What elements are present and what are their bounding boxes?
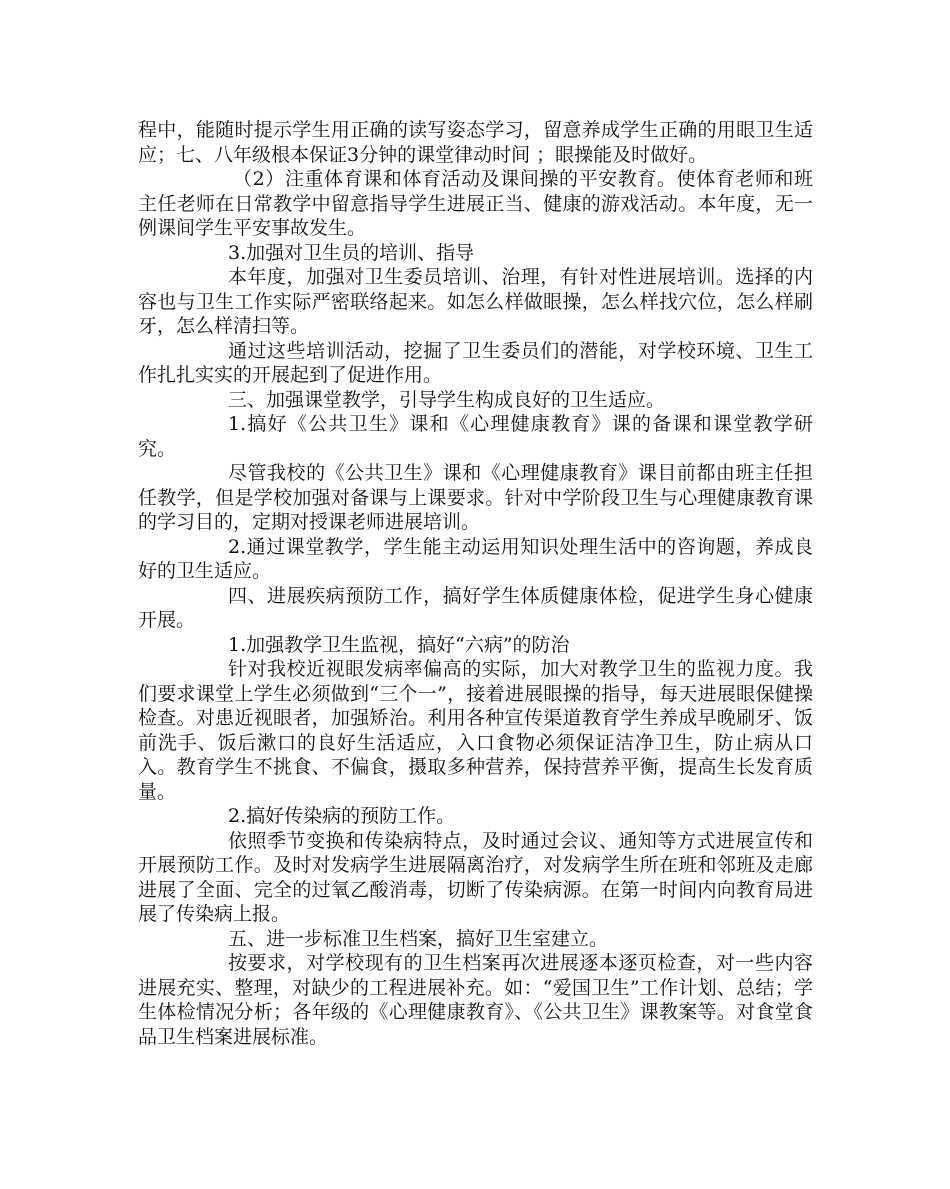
paragraph-9: 2.通过课堂教学，学生能主动运用知识处理生活中的咨询题，养成良好的卫生适应。: [138, 535, 813, 582]
document-body: [138, 118, 813, 1049]
paragraph-13: 2.搞好传染病的预防工作。: [228, 805, 456, 827]
paragraph-3: 3.加强对卫生员的培训、指导: [228, 241, 475, 264]
section-heading-5: 五、进一步标准卫生档案，搞好卫生室建立。: [228, 927, 609, 950]
paragraph-8: 尽管我校的《公共卫生》课和《心理健康教育》课目前都由班主任担任教学，但是学校加强对备课与上课要求。针对中学阶段卫生与心理健康教育课的学习目的，定期对授课老师进展培训。: [138, 462, 813, 533]
paragraph-4: 本年度，加强对卫生委员培训、治理，有针对性进展培训。选择的内容也与卫生工作实际严密联络起来。如怎么样做眼操，怎么样找穴位，怎么样刷牙，怎么样清扫等。: [138, 266, 813, 337]
paragraph-1: 程中，能随时提示学生用正确的读写姿态学习，留意养成学生正确的用眼卫生适应；七、八年级根本保证3分钟的课堂律动时间 ；眼操能及时做好。: [138, 119, 813, 166]
paragraph-11: 1.加强教学卫生监视，搞好“六病”的防治: [228, 633, 570, 656]
paragraph-14: 依照季节变换和传染病特点，及时通过会议、通知等方式进展宣传和开展预防工作。及时对发病学生进展隔离治疗，对发病学生所在班和邻班及走廊进展了全面、完全的过氧乙酸消毒，切断了传染病源。在第一时间内向教育局进展了传染病上报。: [138, 829, 813, 925]
paragraph-12: 针对我校近视眼发病率偏高的实际，加大对教学卫生的监视力度。我们要求课堂上学生必须做到“三个一”，接着进展眼操的指导，每天进展眼保健操检查。对患近视眼者，加强矫治。利用各种宣传渠道教育学生养成早晚刷牙、饭前洗手、饭后漱口的良好生活适应，入口食物必须保证洁净卫生，防止病从口入。教育学生不挑食、不偏食，摄取多种营养，保持营养平衡，提高生长发育质量。: [138, 658, 813, 803]
paragraph-7: 1.搞好《公共卫生》课和《心理健康教育》课的备课和课堂教学研究。: [138, 413, 813, 460]
paragraph-5: 通过这些培训活动，挖掘了卫生委员们的潜能，对学校环境、卫生工作扎扎实实的开展起到了促进作用。: [138, 339, 813, 386]
paragraph-16: 按要求，对学校现有的卫生档案再次进展逐本逐页检查，对一些内容进展充实、整理，对缺少的工程进展补充。如：“爱国卫生”工作计划、总结；学生体检情况分析；各年级的《心理健康教育》、《公共卫生》课教案等。对食堂食品卫生档案进展标准。: [138, 952, 813, 1048]
section-heading-4: 四、进展疾病预防工作，搞好学生体质健康体检，促进学生身心健康开展。: [138, 584, 813, 631]
paragraph-2: （2）注重体育课和体育活动及课间操的平安教育。使体育老师和班主任老师在日常教学中留意指导学生进展正当、健康的游戏活动。本年度，无一例课间学生平安事故发生。: [138, 168, 813, 239]
section-heading-3: 三、加强课堂教学，引导学生构成良好的卫生适应。: [228, 388, 666, 411]
